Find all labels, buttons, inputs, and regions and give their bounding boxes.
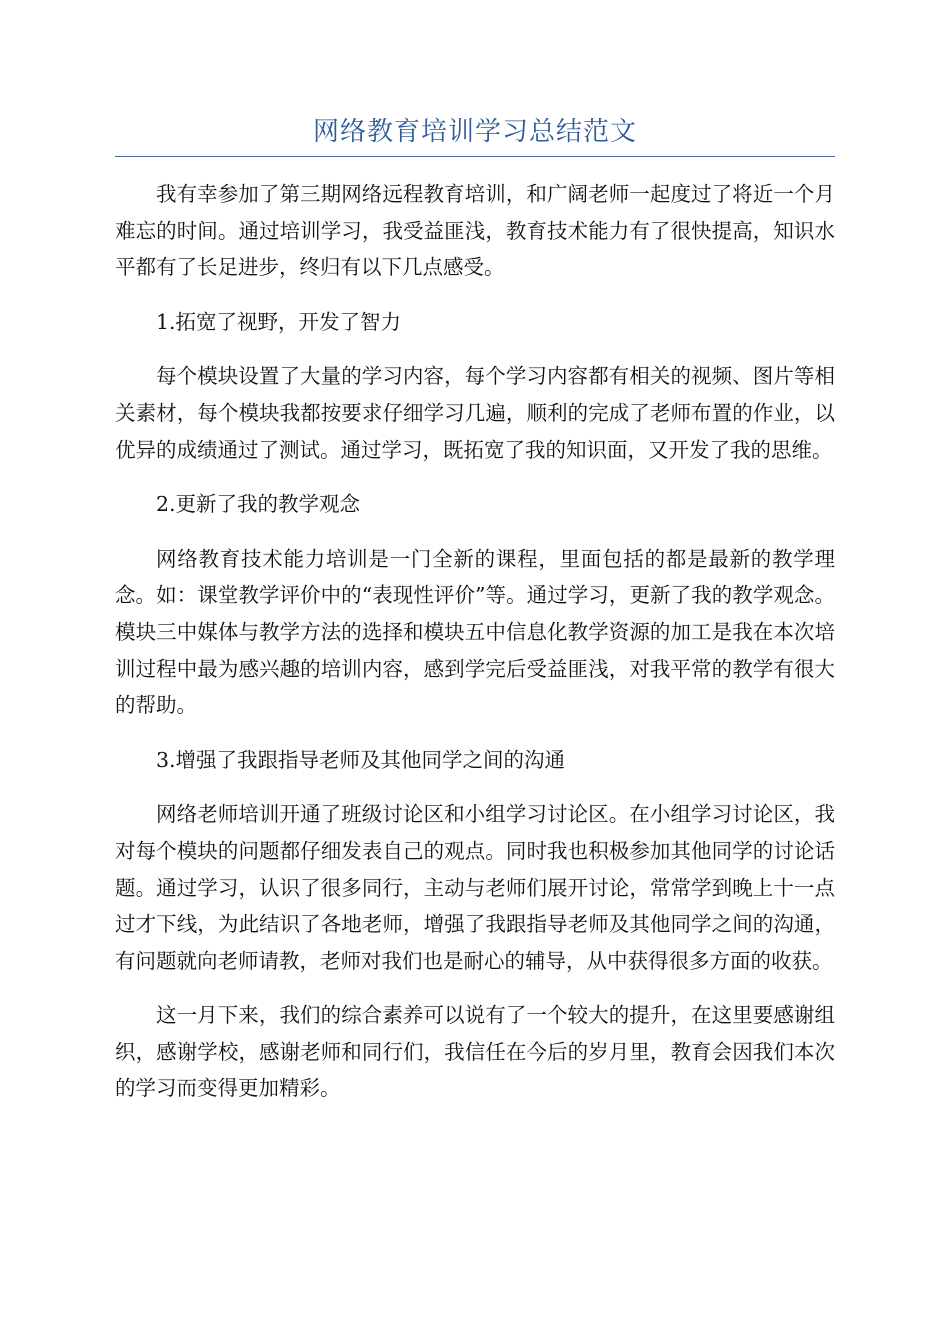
paragraph-intro: 我有幸参加了第三期网络远程教育培训，和广阔老师一起度过了将近一个月难忘的时间。通过培训学习，我受益匪浅，教育技术能力有了很快提高，知识水平都有了长足进步，终归有以下几点感受。 <box>115 182 835 280</box>
paragraph-section-1: 每个模块设置了大量的学习内容，每个学习内容都有相关的视频、图片等相关素材，每个模块我都按要求仔细学习几遍，顺利的完成了老师布置的作业，以优异的成绩通过了测试。通过学习，既拓宽了我的知识面，又开发了我的思维。 <box>115 364 835 462</box>
paragraph-conclusion: 这一月下来，我们的综合素养可以说有了一个较大的提升，在这里要感谢组织，感谢学校，感谢老师和同行们，我信任在今后的岁月里，教育会因我们本次的学习而变得更加精彩。 <box>115 1003 835 1101</box>
section-heading-2: 2.更新了我的教学观念 <box>156 492 361 517</box>
paragraph-section-2: 网络教育技术能力培训是一门全新的课程，里面包括的都是最新的教学理念。如：课堂教学评价中的“表现性评价”等。通过学习，更新了我的教学观念。模块三中媒体与教学方法的选择和模块五中信息化教学资源的加工是我在本次培训过程中最为感兴趣的培训内容，感到学完后受益匪浅，对我平常的教学有很大的帮助。 <box>115 546 835 718</box>
section-heading-3: 3.增强了我跟指导老师及其他同学之间的沟通 <box>156 747 566 772</box>
title-block <box>115 112 835 157</box>
paragraph-section-3: 网络老师培训开通了班级讨论区和小组学习讨论区。在小组学习讨论区，我对每个模块的问题都仔细发表自己的观点。同时我也积极参加其他同学的讨论话题。通过学习，认识了很多同行，主动与老师们展开讨论，常常学到晚上十一点过才下线，为此结识了各地老师，增强了我跟指导老师及其他同学之间的沟通，有问题就向老师请教，老师对我们也是耐心的辅导，从中获得很多方面的收获。 <box>115 802 835 973</box>
document-body <box>115 176 835 1125</box>
document-title: 网络教育培训学习总结范文 <box>312 117 637 147</box>
section-heading-1: 1.拓宽了视野，开发了智力 <box>156 309 402 334</box>
